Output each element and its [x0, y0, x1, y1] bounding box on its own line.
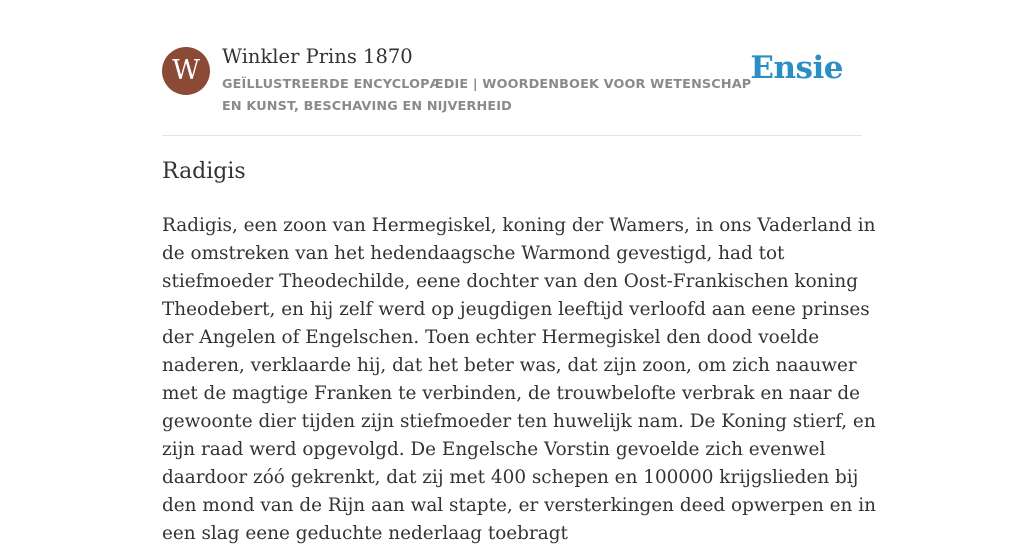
- source-title[interactable]: Winkler Prins 1870: [222, 45, 413, 68]
- header-divider: [162, 135, 862, 136]
- source-avatar[interactable]: W: [162, 47, 210, 95]
- article-body: Radigis, een zoon van Hermegiskel, koning der Wamers, in ons Vaderland in de omstreken van het hedendaagsche Warmond gevestigd, had tot stiefmoeder Theodechilde, eene dochter van den Oost-Frankischen koning Theodebert, en hij zelf werd op jeugdigen leeftijd verloofd aan eene prinses der Angelen of Engelschen. Toen echter Hermegiskel den dood voelde naderen, verklaarde hij, dat het beter was, dat zijn zoon, om zich naauwer met de magtige Franken te verbinden, de trouwbelofte verbrak en naar de gewoonte dier tijden zijn stiefmoeder ten huwelijk nam. De Koning stierf, en zijn raad werd opgevolgd. De Engelsche Vorstin gevoelde zich evenwel daardoor zóó gekrenkt, dat zij met 400 schepen en 100000 krijgslieden bij den mond van de Rijn aan wal stapte, er versterkingen deed opwerpen en in een slag eene geduchte nederlaag toebragt: [162, 215, 876, 544]
- article-title: Radigis: [162, 159, 246, 184]
- source-subtitle: GEÏLLUSTREERDE ENCYCLOPÆDIE | WOORDENBOEK VOOR WETENSCHAP EN KUNST, BESCHAVING EN NIJVERHEID: [222, 77, 752, 114]
- source-header: [162, 44, 862, 116]
- ensie-logo[interactable]: Ensie: [750, 50, 843, 86]
